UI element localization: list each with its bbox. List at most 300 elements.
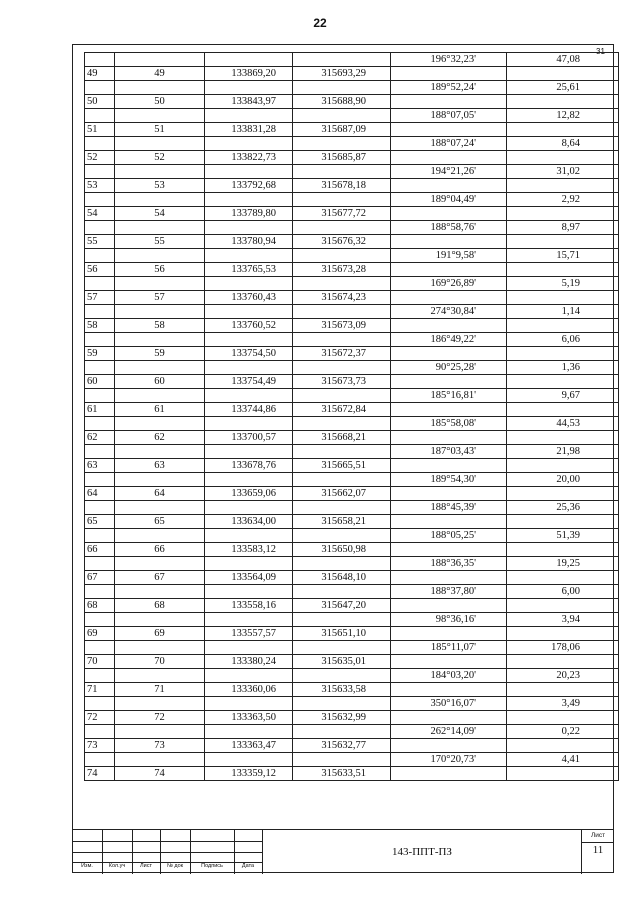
cell-y: 315672,37: [293, 347, 391, 361]
cell-y: 315685,87: [293, 151, 391, 165]
cell-bearing: 262°14,09': [391, 725, 507, 739]
cell-point: 51: [115, 123, 205, 137]
cell-y-blank: [293, 445, 391, 459]
cell-point-blank: [115, 193, 205, 207]
table-row-segment: [85, 501, 619, 515]
table-row-header-segment: [85, 53, 619, 67]
cell-point-blank: [115, 165, 205, 179]
cell-point-blank: [115, 585, 205, 599]
cell-y: 315665,51: [293, 459, 391, 473]
cell-y: 315693,29: [293, 67, 391, 81]
cell-y: 315688,90: [293, 95, 391, 109]
cell-y-blank: [293, 753, 391, 767]
cell-distance-blank: [507, 403, 619, 417]
cell-point-blank: [115, 529, 205, 543]
sheet-label: Лист: [582, 830, 614, 843]
cell-number: 57: [85, 291, 115, 305]
cell-point-blank: [115, 725, 205, 739]
cell-number-blank: [85, 473, 115, 487]
cell-bearing: 98°36,16': [391, 613, 507, 627]
cell-bearing-blank: [391, 543, 507, 557]
cell-x: 133380,24: [205, 655, 293, 669]
cell-y-blank: [293, 361, 391, 375]
cell-point-blank: [115, 753, 205, 767]
cell-number: 66: [85, 543, 115, 557]
cell-bearing: 196°32,23': [391, 53, 507, 67]
cell-point-blank: [115, 137, 205, 151]
cell-y-blank: [293, 165, 391, 179]
cell-y: 315677,72: [293, 207, 391, 221]
cell-number: 63: [85, 459, 115, 473]
cell-point-blank: [115, 669, 205, 683]
cell-distance: 9,67: [507, 389, 619, 403]
cell-number: 53: [85, 179, 115, 193]
cell-y-blank: [293, 585, 391, 599]
cell-distance-blank: [507, 459, 619, 473]
cell-number-blank: [85, 445, 115, 459]
cell-x-blank: [205, 305, 293, 319]
cell-distance-blank: [507, 319, 619, 333]
cell-distance: 21,98: [507, 445, 619, 459]
table-row-segment: [85, 697, 619, 711]
cell-x-blank: [205, 697, 293, 711]
table-row-point: [85, 67, 619, 81]
cell-point: 69: [115, 627, 205, 641]
cell-point: 55: [115, 235, 205, 249]
cell-bearing: 189°04,49': [391, 193, 507, 207]
cell-distance: 51,39: [507, 529, 619, 543]
table-row-point: [85, 291, 619, 305]
cell-bearing: 185°58,08': [391, 417, 507, 431]
table-row-segment: [85, 753, 619, 767]
cell-point: 67: [115, 571, 205, 585]
cell-bearing: 188°05,25': [391, 529, 507, 543]
cell-number-blank: [85, 165, 115, 179]
cell-bearing: 185°11,07': [391, 641, 507, 655]
cell-number: 60: [85, 375, 115, 389]
cell-x-blank: [205, 417, 293, 431]
cell-y-blank: [293, 641, 391, 655]
table-row-segment: [85, 529, 619, 543]
cell-y-blank: [293, 221, 391, 235]
cell-number: 70: [85, 655, 115, 669]
cell-y-blank: [293, 529, 391, 543]
cell-x: 133792,68: [205, 179, 293, 193]
cell-x: 133822,73: [205, 151, 293, 165]
cell-point: 62: [115, 431, 205, 445]
cell-number: 65: [85, 515, 115, 529]
cell-x: [205, 53, 293, 67]
cell-distance: 8,97: [507, 221, 619, 235]
cell-y-blank: [293, 473, 391, 487]
cell-bearing: 189°54,30': [391, 473, 507, 487]
cell-y: 315632,99: [293, 711, 391, 725]
cell-y: 315678,18: [293, 179, 391, 193]
cell-number-blank: [85, 669, 115, 683]
cell-distance: 25,36: [507, 501, 619, 515]
cell-bearing-blank: [391, 319, 507, 333]
cell-distance-blank: [507, 683, 619, 697]
cell-distance-blank: [507, 711, 619, 725]
table-row-point: [85, 319, 619, 333]
page-number: 22: [313, 16, 327, 30]
cell-distance: 6,00: [507, 585, 619, 599]
cell-x: 133557,57: [205, 627, 293, 641]
table-row-point: [85, 151, 619, 165]
cell-number-blank: [85, 193, 115, 207]
cell-distance-blank: [507, 347, 619, 361]
table-row-segment: [85, 81, 619, 95]
cell-distance-blank: [507, 515, 619, 529]
table-row-segment: [85, 417, 619, 431]
cell-point-blank: [115, 277, 205, 291]
cell-number-blank: [85, 697, 115, 711]
cell-point: 74: [115, 767, 205, 781]
cell-distance-blank: [507, 235, 619, 249]
cell-number: 49: [85, 67, 115, 81]
cell-y-blank: [293, 725, 391, 739]
cell-point: 70: [115, 655, 205, 669]
cell-distance-blank: [507, 571, 619, 585]
cell-point: 65: [115, 515, 205, 529]
coordinates-table: [84, 52, 619, 781]
cell-x-blank: [205, 669, 293, 683]
cell-y: 315647,20: [293, 599, 391, 613]
cell-distance: 20,23: [507, 669, 619, 683]
cell-point-blank: [115, 389, 205, 403]
cell-point-blank: [115, 81, 205, 95]
cell-number-blank: [85, 557, 115, 571]
cell-distance: 3,49: [507, 697, 619, 711]
cell-distance-blank: [507, 599, 619, 613]
cell-point: 72: [115, 711, 205, 725]
cell-point: 59: [115, 347, 205, 361]
cell-x-blank: [205, 221, 293, 235]
table-row-point: [85, 739, 619, 753]
label-quantity: Кол.уч: [108, 863, 126, 869]
cell-point-blank: [115, 361, 205, 375]
cell-distance-blank: [507, 95, 619, 109]
cell-distance-blank: [507, 739, 619, 753]
cell-bearing: 189°52,24': [391, 81, 507, 95]
cell-number: 59: [85, 347, 115, 361]
cell-number: 68: [85, 599, 115, 613]
cell-y-blank: [293, 501, 391, 515]
cell-x-blank: [205, 445, 293, 459]
cell-y: 315673,28: [293, 263, 391, 277]
cell-x: 133869,20: [205, 67, 293, 81]
cell-number-blank: [85, 753, 115, 767]
cell-number: 52: [85, 151, 115, 165]
cell-bearing-blank: [391, 431, 507, 445]
cell-x-blank: [205, 725, 293, 739]
cell-point: 58: [115, 319, 205, 333]
cell-distance: 12,82: [507, 109, 619, 123]
cell-x: 133363,47: [205, 739, 293, 753]
cell-y: 315633,51: [293, 767, 391, 781]
cell-distance-blank: [507, 179, 619, 193]
cell-bearing: 188°58,76': [391, 221, 507, 235]
cell-x: 133843,97: [205, 95, 293, 109]
cell-distance: 15,71: [507, 249, 619, 263]
table-row-point: [85, 207, 619, 221]
cell-x: 133659,06: [205, 487, 293, 501]
cell-bearing-blank: [391, 459, 507, 473]
cell-x-blank: [205, 193, 293, 207]
cell-x-blank: [205, 361, 293, 375]
cell-x-blank: [205, 501, 293, 515]
cell-x-blank: [205, 277, 293, 291]
cell-x: 133780,94: [205, 235, 293, 249]
cell-y-blank: [293, 697, 391, 711]
cell-point-blank: [115, 501, 205, 515]
cell-point-blank: [115, 109, 205, 123]
cell-number: 58: [85, 319, 115, 333]
cell-bearing: 191°9,58': [391, 249, 507, 263]
cell-bearing-blank: [391, 291, 507, 305]
cell-distance: 178,06: [507, 641, 619, 655]
cell-distance-blank: [507, 655, 619, 669]
cell-point-blank: [115, 305, 205, 319]
cell-x-blank: [205, 165, 293, 179]
cell-x-blank: [205, 389, 293, 403]
cell-x: 133583,12: [205, 543, 293, 557]
cell-x-blank: [205, 137, 293, 151]
cell-distance-blank: [507, 431, 619, 445]
cell-y-blank: [293, 417, 391, 431]
label-date: Дата: [241, 863, 255, 869]
cell-distance-blank: [507, 207, 619, 221]
cell-distance: 2,92: [507, 193, 619, 207]
cell-distance: 8,64: [507, 137, 619, 151]
cell-number-blank: [85, 109, 115, 123]
cell-y: 315658,21: [293, 515, 391, 529]
cell-y: 315687,09: [293, 123, 391, 137]
cell-bearing: 194°21,26': [391, 165, 507, 179]
table-row-segment: [85, 249, 619, 263]
cell-point: 63: [115, 459, 205, 473]
cell-bearing-blank: [391, 515, 507, 529]
table-row-point: [85, 599, 619, 613]
cell-x-blank: [205, 613, 293, 627]
label-change: Изм.: [81, 863, 93, 869]
cell-number-blank: [85, 417, 115, 431]
cell-x: 133678,76: [205, 459, 293, 473]
cell-number-blank: [85, 249, 115, 263]
table-row-point: [85, 179, 619, 193]
cell-x-blank: [205, 249, 293, 263]
cell-point-blank: [115, 445, 205, 459]
table-row-segment: [85, 445, 619, 459]
cell-distance: 5,19: [507, 277, 619, 291]
cell-bearing-blank: [391, 375, 507, 389]
cell-y-blank: [293, 557, 391, 571]
cell-number-blank: [85, 529, 115, 543]
cell-number-blank: [85, 613, 115, 627]
cell-y: 315633,58: [293, 683, 391, 697]
cell-x-blank: [205, 109, 293, 123]
cell-x: 133760,52: [205, 319, 293, 333]
table-row-segment: [85, 473, 619, 487]
cell-point-blank: [115, 613, 205, 627]
cell-x-blank: [205, 753, 293, 767]
cell-number: 71: [85, 683, 115, 697]
cell-bearing: 188°45,39': [391, 501, 507, 515]
cell-point: 68: [115, 599, 205, 613]
cell-point: 64: [115, 487, 205, 501]
table-row-point: [85, 655, 619, 669]
cell-y-blank: [293, 109, 391, 123]
table-row-segment: [85, 585, 619, 599]
cell-bearing: 350°16,07': [391, 697, 507, 711]
cell-y-blank: [293, 613, 391, 627]
cell-point: 52: [115, 151, 205, 165]
cell-distance-blank: [507, 543, 619, 557]
cell-distance-blank: [507, 487, 619, 501]
cell-distance-blank: [507, 151, 619, 165]
cell-number: [85, 53, 115, 67]
cell-y: 315662,07: [293, 487, 391, 501]
cell-y: 315673,73: [293, 375, 391, 389]
cell-point: 57: [115, 291, 205, 305]
cell-y-blank: [293, 277, 391, 291]
table-row-point: [85, 347, 619, 361]
cell-x: 133634,00: [205, 515, 293, 529]
table-row-point: [85, 515, 619, 529]
cell-number-blank: [85, 725, 115, 739]
cell-bearing-blank: [391, 179, 507, 193]
table-row-point: [85, 95, 619, 109]
cell-x-blank: [205, 81, 293, 95]
cell-y-blank: [293, 137, 391, 151]
cell-bearing: 169°26,89': [391, 277, 507, 291]
table-row-point: [85, 543, 619, 557]
cell-number: 69: [85, 627, 115, 641]
cell-bearing-blank: [391, 655, 507, 669]
cell-y-blank: [293, 305, 391, 319]
cell-number-blank: [85, 333, 115, 347]
table-row-segment: [85, 137, 619, 151]
cell-bearing-blank: [391, 347, 507, 361]
cell-point-blank: [115, 641, 205, 655]
cell-number-blank: [85, 137, 115, 151]
cell-x: 133359,12: [205, 767, 293, 781]
cell-y: 315673,09: [293, 319, 391, 333]
cell-point-blank: [115, 333, 205, 347]
title-block: [72, 829, 614, 873]
cell-bearing-blank: [391, 123, 507, 137]
cell-point-blank: [115, 557, 205, 571]
table-row-segment: [85, 165, 619, 179]
cell-number: 50: [85, 95, 115, 109]
table-row-segment: [85, 389, 619, 403]
cell-bearing-blank: [391, 235, 507, 249]
label-signature: Подпись: [201, 863, 223, 869]
cell-distance: 6,06: [507, 333, 619, 347]
cell-number: 55: [85, 235, 115, 249]
cell-bearing: 90°25,28': [391, 361, 507, 375]
cell-point: [115, 53, 205, 67]
table-row-segment: [85, 361, 619, 375]
table-row-point: [85, 403, 619, 417]
cell-distance-blank: [507, 123, 619, 137]
cell-bearing-blank: [391, 263, 507, 277]
cell-y-blank: [293, 389, 391, 403]
cell-y-blank: [293, 81, 391, 95]
cell-bearing-blank: [391, 711, 507, 725]
table-row-point: [85, 459, 619, 473]
cell-bearing-blank: [391, 739, 507, 753]
cell-bearing: 188°37,80': [391, 585, 507, 599]
cell-point: 66: [115, 543, 205, 557]
table-row-point: [85, 375, 619, 389]
label-sheet: Лист: [140, 863, 152, 869]
cell-x-blank: [205, 473, 293, 487]
cell-point: 60: [115, 375, 205, 389]
cell-bearing: 186°49,22': [391, 333, 507, 347]
cell-bearing: 188°07,24': [391, 137, 507, 151]
table-row-point: [85, 711, 619, 725]
cell-x: 133760,43: [205, 291, 293, 305]
cell-x-blank: [205, 557, 293, 571]
cell-distance: 3,94: [507, 613, 619, 627]
cell-distance-blank: [507, 67, 619, 81]
cell-number: 72: [85, 711, 115, 725]
cell-distance: 25,61: [507, 81, 619, 95]
table-row-point: [85, 627, 619, 641]
cell-distance-blank: [507, 375, 619, 389]
sheet-box: [582, 830, 614, 874]
table-row-point: [85, 571, 619, 585]
cell-x-blank: [205, 585, 293, 599]
table-row-segment: [85, 305, 619, 319]
cell-x: 133744,86: [205, 403, 293, 417]
cell-x: 133754,50: [205, 347, 293, 361]
cell-distance: 47,08: [507, 53, 619, 67]
cell-x: 133700,57: [205, 431, 293, 445]
cell-point-blank: [115, 697, 205, 711]
cell-x-blank: [205, 529, 293, 543]
table-row-segment: [85, 725, 619, 739]
table-row-segment: [85, 669, 619, 683]
cell-number: 56: [85, 263, 115, 277]
cell-number-blank: [85, 305, 115, 319]
cell-y-blank: [293, 333, 391, 347]
cell-point-blank: [115, 473, 205, 487]
cell-number-blank: [85, 389, 115, 403]
table-row-segment: [85, 221, 619, 235]
cell-distance: 0,22: [507, 725, 619, 739]
cell-y: 315648,10: [293, 571, 391, 585]
cell-distance: 31,02: [507, 165, 619, 179]
cell-distance: 1,14: [507, 305, 619, 319]
table-row-segment: [85, 641, 619, 655]
cell-y: 315672,84: [293, 403, 391, 417]
cell-point: 54: [115, 207, 205, 221]
cell-number: 64: [85, 487, 115, 501]
cell-point: 49: [115, 67, 205, 81]
cell-bearing: 274°30,84': [391, 305, 507, 319]
cell-y: [293, 53, 391, 67]
cell-x: 133564,09: [205, 571, 293, 585]
cell-bearing-blank: [391, 95, 507, 109]
cell-bearing: 188°36,35': [391, 557, 507, 571]
cell-y: 315674,23: [293, 291, 391, 305]
cell-bearing-blank: [391, 571, 507, 585]
corner-label: 31: [596, 47, 605, 56]
cell-distance: 20,00: [507, 473, 619, 487]
cell-y-blank: [293, 249, 391, 263]
